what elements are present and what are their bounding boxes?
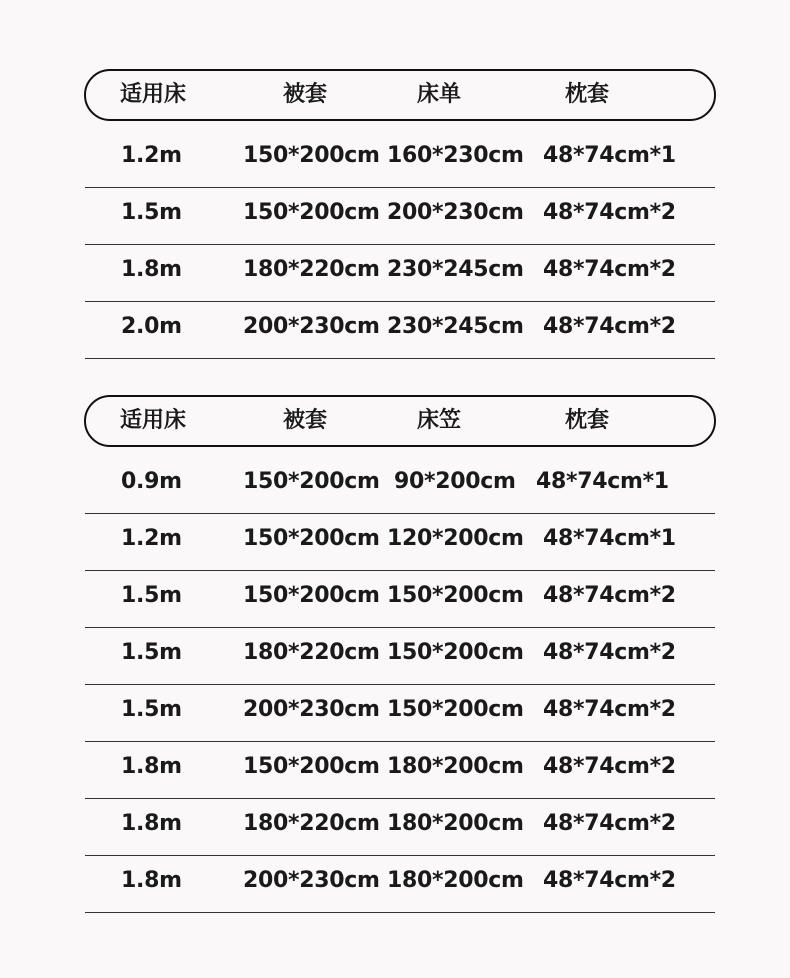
cell-pillowcase: 48*74cm*1 <box>543 526 676 551</box>
cell-duvet-cover: 200*230cm <box>243 868 380 893</box>
cell-fitted-sheet: 180*200cm <box>387 754 524 779</box>
cell-pillowcase: 48*74cm*2 <box>543 811 676 836</box>
header-duvet-cover: 被套 <box>283 408 328 433</box>
cell-fitted-sheet: 150*200cm <box>387 583 524 608</box>
header-bed-size: 适用床 <box>120 82 187 107</box>
table-row <box>85 742 715 799</box>
cell-duvet-cover: 180*220cm <box>243 640 380 665</box>
cell-duvet-cover: 150*200cm <box>243 143 380 168</box>
table-header <box>84 69 716 121</box>
cell-bed-size: 0.9m <box>121 469 182 494</box>
cell-bed-sheet: 230*245cm <box>387 257 524 282</box>
cell-fitted-sheet: 120*200cm <box>387 526 524 551</box>
table-row <box>85 245 715 302</box>
header-pillowcase: 枕套 <box>565 82 610 107</box>
table-row <box>85 188 715 245</box>
cell-duvet-cover: 200*230cm <box>243 314 380 339</box>
cell-duvet-cover: 150*200cm <box>243 754 380 779</box>
cell-duvet-cover: 180*220cm <box>243 811 380 836</box>
cell-bed-sheet: 200*230cm <box>387 200 524 225</box>
table-row <box>85 302 715 359</box>
cell-bed-size: 1.5m <box>121 200 182 225</box>
cell-pillowcase: 48*74cm*2 <box>543 697 676 722</box>
cell-pillowcase: 48*74cm*2 <box>543 868 676 893</box>
cell-bed-sheet: 230*245cm <box>387 314 524 339</box>
table-body <box>84 457 716 913</box>
cell-bed-size: 1.2m <box>121 143 182 168</box>
cell-pillowcase: 48*74cm*2 <box>543 640 676 665</box>
table-header <box>84 395 716 447</box>
header-fitted-sheet: 床笠 <box>417 408 462 433</box>
cell-pillowcase: 48*74cm*2 <box>543 200 676 225</box>
cell-duvet-cover: 150*200cm <box>243 469 380 494</box>
table-row <box>85 628 715 685</box>
cell-duvet-cover: 150*200cm <box>243 200 380 225</box>
cell-bed-size: 1.8m <box>121 754 182 779</box>
cell-duvet-cover: 150*200cm <box>243 526 380 551</box>
cell-duvet-cover: 180*220cm <box>243 257 380 282</box>
cell-fitted-sheet: 150*200cm <box>387 697 524 722</box>
table-row <box>85 514 715 571</box>
cell-bed-sheet: 160*230cm <box>387 143 524 168</box>
table-row <box>85 571 715 628</box>
cell-fitted-sheet: 180*200cm <box>387 868 524 893</box>
table-body <box>84 131 716 359</box>
table-row <box>85 856 715 913</box>
cell-duvet-cover: 200*230cm <box>243 697 380 722</box>
cell-bed-size: 1.5m <box>121 697 182 722</box>
header-bed-size: 适用床 <box>120 408 187 433</box>
cell-fitted-sheet: 90*200cm <box>394 469 516 494</box>
table-row <box>85 131 715 188</box>
size-table-flat-sheet <box>84 69 716 359</box>
cell-bed-size: 1.8m <box>121 257 182 282</box>
cell-bed-size: 1.8m <box>121 868 182 893</box>
header-bed-sheet: 床单 <box>417 82 462 107</box>
header-duvet-cover: 被套 <box>283 82 328 107</box>
cell-pillowcase: 48*74cm*2 <box>543 583 676 608</box>
table-row <box>85 457 715 514</box>
cell-pillowcase: 48*74cm*2 <box>543 257 676 282</box>
cell-bed-size: 1.5m <box>121 583 182 608</box>
header-pillowcase: 枕套 <box>565 408 610 433</box>
cell-fitted-sheet: 150*200cm <box>387 640 524 665</box>
table-row <box>85 799 715 856</box>
cell-bed-size: 1.8m <box>121 811 182 836</box>
cell-pillowcase: 48*74cm*2 <box>543 754 676 779</box>
size-table-fitted-sheet <box>84 395 716 913</box>
cell-pillowcase: 48*74cm*1 <box>543 143 676 168</box>
table-row <box>85 685 715 742</box>
cell-bed-size: 2.0m <box>121 314 182 339</box>
cell-fitted-sheet: 180*200cm <box>387 811 524 836</box>
cell-bed-size: 1.2m <box>121 526 182 551</box>
cell-pillowcase: 48*74cm*2 <box>543 314 676 339</box>
cell-pillowcase: 48*74cm*1 <box>536 469 669 494</box>
cell-bed-size: 1.5m <box>121 640 182 665</box>
cell-duvet-cover: 150*200cm <box>243 583 380 608</box>
